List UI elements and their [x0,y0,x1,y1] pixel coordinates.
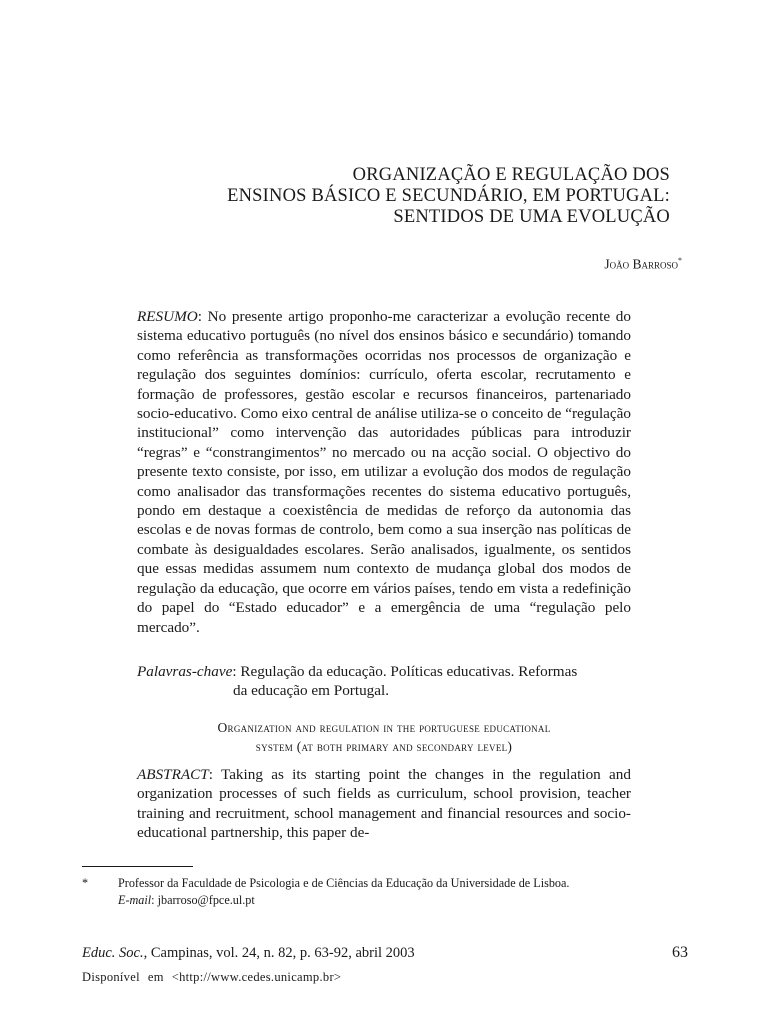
abstract-text: : Taking as its starting point the changes in the regulation and organization processes of such fields as curriculum, school provision, teacher training and recruitment, school management and financial resources and socio-educational partnership, this paper de- [137,766,631,842]
author-byline [604,256,682,273]
footnote-email-label: E-mail [118,893,152,907]
footnote-divider [82,866,193,867]
keywords-line-1: : Regulação da educação. Políticas educativas. Reformas [232,663,578,680]
abstract-paragraph [137,765,631,843]
author-footnote-mark: * [678,256,682,265]
abstract-section [137,765,631,843]
footnote-email[interactable]: : jbarroso@fpce.ul.pt [151,893,255,907]
article-title [227,165,670,228]
english-title-line-2: system (at both primary and secondary level) [255,739,513,754]
resumo-paragraph [137,307,631,637]
footnote [82,875,702,909]
resumo-text: : No presente artigo proponho-me caracterizar a evolução recente do sistema educativo português (no nível dos ensinos básico e secundário) tomando como referência as transformações ocorridas nos processos de organização e regulação dos seguintes domínios: currículo, oferta escolar, recrutamento e formação de professores, gestão escolar e recursos financeiros, partenariado socio-educativo. Como eixo central de análise utiliza-se o conceito de “regulação institucional” como intervenção das autoridades públicas para introduzir “regras” e “constrangimentos” no mercado ou na acção social. O objectivo do presente texto consiste, por isso, em utilizar a evolução dos modos de regulação como analisador das transformações recentes do sistema educativo português, pondo em destaque a coexistência de medidas de reforço da autonomia das escolas e de novas formas de controlo, bem como a sua inserção nas políticas de combate às desigualdades escolares. Serão analisados, igualmente, os sentidos que essas medidas assumem num contexto de mudança global dos modos de regulação da educação, que ocorre em vários países, tendo em vista a redefinição do papel do “Estado educador” e a emergência de uma “regulação pelo mercado”. [137,308,631,636]
available-url[interactable]: <http://www.cedes.unicamp.br> [171,970,342,984]
author-name: João Barroso [604,256,678,272]
journal-details: , Campinas, vol. 24, n. 82, p. 63-92, abril 2003 [143,945,415,961]
title-line-3: SENTIDOS DE UMA EVOLUÇÃO [393,207,670,227]
keywords-label: Palavras-chave [137,663,233,680]
english-title-line-1: Organization and regulation in the portuguese educational [217,720,551,735]
footnote-body [118,875,702,909]
available-word: em [147,970,164,984]
footnote-email-line [118,892,702,909]
resumo-label: RESUMO [137,308,198,325]
availability-line [82,970,341,985]
resumo-section [137,307,631,637]
journal-citation [82,945,415,962]
footnote-mark: * [82,876,89,890]
footnote-affiliation: Professor da Faculdade de Psicologia e de Ciências da Educação da Universidade de Lisboa. [118,876,570,890]
page-number: 63 [672,944,688,961]
keywords-section [137,662,637,701]
title-line-1: ORGANIZAÇÃO E REGULAÇÃO DOS [352,165,670,185]
english-title [137,718,631,756]
available-label: Disponível [82,970,140,984]
abstract-label: ABSTRACT [137,766,209,783]
keywords-line-2: da educação em Portugal. [233,682,390,700]
journal-name: Educ. Soc. [82,945,144,961]
title-line-2: ENSINOS BÁSICO E SECUNDÁRIO, EM PORTUGAL: [227,186,670,206]
